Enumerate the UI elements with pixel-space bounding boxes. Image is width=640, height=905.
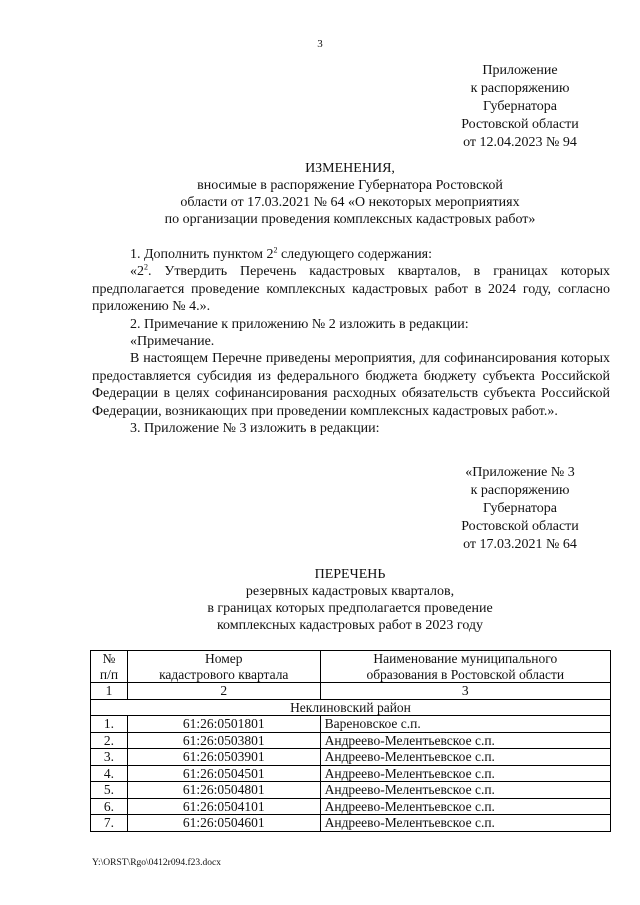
header-text: образования в Ростовской области <box>366 666 565 682</box>
approval2-line: от 17.03.2021 № 64 <box>463 537 577 552</box>
list-title-line: в границах которых предполагается проведение <box>207 601 493 616</box>
cadastral-number: 61:26:0503801 <box>127 732 320 749</box>
paragraph-4: «Примечание. <box>130 334 215 350</box>
municipality: Андреево-Мелентьевское с.п. <box>320 782 610 799</box>
cadastral-number: 61:26:0504801 <box>127 782 320 799</box>
changes-heading: ИЗМЕНЕНИЯ, <box>305 161 395 176</box>
changes-title-line: по организации проведения комплексных кадастровых работ» <box>164 212 536 227</box>
approval-block <box>420 62 620 152</box>
approval2-line: Ростовской области <box>461 519 579 534</box>
table-row <box>91 749 611 766</box>
approval2-line: Губернатора <box>482 501 558 516</box>
row-number: 1. <box>91 716 128 733</box>
row-number: 2. <box>91 732 128 749</box>
table-row <box>91 765 611 782</box>
header-text: Номер <box>205 651 243 666</box>
column-number-row <box>91 683 611 700</box>
paragraph-1 <box>92 246 610 263</box>
cadastral-number: 61:26:0504101 <box>127 798 320 815</box>
superscript: 2 <box>273 245 278 255</box>
table-row <box>91 782 611 799</box>
cadastral-number: 61:26:0504601 <box>127 815 320 832</box>
header-municipality <box>320 651 610 683</box>
municipality: Андреево-Мелентьевское с.п. <box>320 815 610 832</box>
municipality: Вареновское с.п. <box>320 716 610 733</box>
column-number: 2 <box>127 683 320 700</box>
header-cadastral <box>127 651 320 683</box>
municipality: Андреево-Мелентьевское с.п. <box>320 749 610 766</box>
list-title-line: резервных кадастровых кварталов, <box>245 584 455 599</box>
approval-line: Губернатора <box>482 99 558 114</box>
header-text: п/п <box>99 666 119 682</box>
table-row <box>91 716 611 733</box>
paragraph-text: . Утвердить Перечень кадастровых кварталов, в границах которых предполагается проведение комплексных кадастровых работ в 2024 году, согласно приложению № 4.». <box>92 264 610 315</box>
row-number: 7. <box>91 815 128 832</box>
approval2-line: «Приложение № 3 <box>465 465 575 480</box>
section-label: Неклиновский район <box>91 699 611 716</box>
column-number: 1 <box>91 683 128 700</box>
paragraph-text: 1. Дополнить пунктом 2 <box>130 247 274 262</box>
changes-title-line: области от 17.03.2021 № 64 «О некоторых мероприятиях <box>180 195 520 210</box>
header-text: № <box>102 651 116 666</box>
paragraph-5: В настоящем Перечне приведены мероприятия, для софинансирования которых предоставляется субсидия из федерального бюджета бюджету субъекта Российской Федерации в целях софинансирования расходных обязательств субъекта Российской Федерации, возникающих при проведении комплексных кадастровых работ.». <box>92 351 610 419</box>
table-row <box>91 815 611 832</box>
cadastral-table <box>90 650 611 832</box>
table-header-row <box>91 651 611 683</box>
approval-line: к распоряжению <box>470 81 570 96</box>
list-title <box>0 566 640 634</box>
header-text: Наименование муниципального <box>373 651 558 666</box>
approval-block-2 <box>420 464 620 554</box>
row-number: 6. <box>91 798 128 815</box>
approval2-line: к распоряжению <box>470 483 570 498</box>
header-text: кадастрового квартала <box>159 666 289 682</box>
approval-line: от 12.04.2023 № 94 <box>463 135 577 150</box>
section-row <box>91 699 611 716</box>
table-row <box>91 732 611 749</box>
row-number: 4. <box>91 765 128 782</box>
paragraph-text: следующего содержания: <box>277 247 433 262</box>
changes-title-line: вносимые в распоряжение Губернатора Ростовской <box>197 178 503 193</box>
approval-line: Приложение <box>482 63 558 78</box>
cadastral-number: 61:26:0504501 <box>127 765 320 782</box>
paragraph-3: 2. Примечание к приложению № 2 изложить в редакции: <box>130 316 469 332</box>
paragraph-6: 3. Приложение № 3 изложить в редакции: <box>130 421 380 437</box>
municipality: Андреево-Мелентьевское с.п. <box>320 765 610 782</box>
cadastral-number: 61:26:0503901 <box>127 749 320 766</box>
table-row <box>91 798 611 815</box>
paragraph-2 <box>92 263 610 315</box>
column-number: 3 <box>320 683 610 700</box>
page-number: 3 <box>317 38 323 50</box>
row-number: 3. <box>91 749 128 766</box>
paragraph-text: «2 <box>130 264 144 280</box>
row-number: 5. <box>91 782 128 799</box>
list-title-line: комплексных кадастровых работ в 2023 году <box>216 618 484 633</box>
superscript: 2 <box>144 262 148 272</box>
cadastral-number: 61:26:0501801 <box>127 716 320 733</box>
list-heading: ПЕРЕЧЕНЬ <box>314 567 386 582</box>
changes-title <box>0 160 640 228</box>
approval-line: Ростовской области <box>461 117 579 132</box>
document-body <box>92 246 610 437</box>
municipality: Андреево-Мелентьевское с.п. <box>320 798 610 815</box>
header-num <box>91 651 128 683</box>
municipality: Андреево-Мелентьевское с.п. <box>320 732 610 749</box>
file-path-footer: Y:\ORST\Rgo\0412r094.f23.docx <box>92 858 221 868</box>
